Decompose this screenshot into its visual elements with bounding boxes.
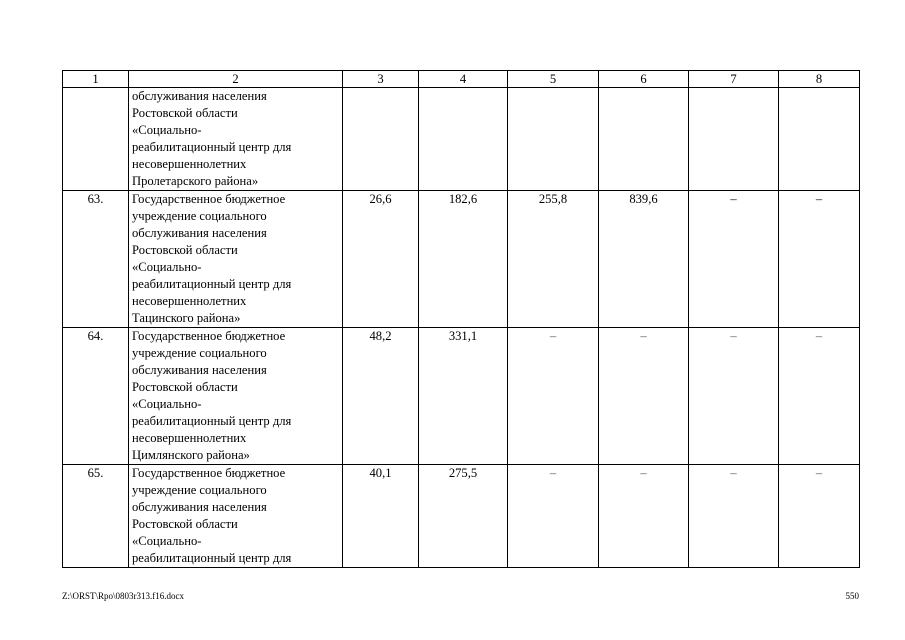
name-line: Пролетарского района»: [132, 174, 259, 188]
name-line: Государственное бюджетное: [132, 329, 286, 343]
name-line: Ростовской области: [132, 380, 238, 394]
name-line: обслуживания населения: [132, 89, 267, 103]
name-line: реабилитационный центр для: [132, 414, 292, 428]
header-col-2: 2: [129, 71, 343, 88]
row-number: [63, 88, 129, 191]
value-col-4: 331,1: [419, 328, 508, 465]
name-line: Тацинского района»: [132, 311, 241, 325]
table-row: [63, 465, 860, 568]
institution-name: [129, 465, 343, 568]
name-line: Цимлянского района»: [132, 448, 250, 462]
institution-name: [129, 88, 343, 191]
table-header-row: [63, 71, 860, 88]
name-line: «Социально-: [132, 534, 202, 548]
name-line: обслуживания населения: [132, 226, 267, 240]
value-col-7: [689, 88, 779, 191]
name-line: несовершеннолетних: [132, 294, 247, 308]
name-line: Государственное бюджетное: [132, 466, 286, 480]
value-col-5: [508, 88, 599, 191]
value-col-3: 26,6: [343, 191, 419, 328]
name-line: «Социально-: [132, 123, 202, 137]
table-row: [63, 191, 860, 328]
value-col-8: –: [779, 328, 860, 465]
name-line: несовершеннолетних: [132, 157, 247, 171]
name-line: Ростовской области: [132, 243, 238, 257]
institution-name: [129, 328, 343, 465]
value-col-4: 275,5: [419, 465, 508, 568]
row-number: 63.: [63, 191, 129, 328]
value-col-6: –: [599, 465, 689, 568]
name-line: учреждение социального: [132, 209, 267, 223]
value-col-8: –: [779, 465, 860, 568]
value-col-7: –: [689, 465, 779, 568]
footer-file-path: Z:\ORST\Rpo\0803r313.f16.docx: [62, 591, 184, 601]
name-line: «Социально-: [132, 397, 202, 411]
value-col-8: –: [779, 191, 860, 328]
name-line: реабилитационный центр для: [132, 140, 292, 154]
value-col-8: [779, 88, 860, 191]
name-line: Ростовской области: [132, 517, 238, 531]
value-col-7: –: [689, 191, 779, 328]
table-row: [63, 328, 860, 465]
name-line: несовершеннолетних: [132, 431, 247, 445]
name-line: обслуживания населения: [132, 500, 267, 514]
value-col-5: –: [508, 465, 599, 568]
header-col-3: 3: [343, 71, 419, 88]
header-col-4: 4: [419, 71, 508, 88]
value-col-5: 255,8: [508, 191, 599, 328]
name-line: Государственное бюджетное: [132, 192, 286, 206]
value-col-3: 48,2: [343, 328, 419, 465]
value-col-4: [419, 88, 508, 191]
value-col-6: [599, 88, 689, 191]
value-col-3: 40,1: [343, 465, 419, 568]
institution-name: [129, 191, 343, 328]
value-col-3: [343, 88, 419, 191]
name-line: «Социально-: [132, 260, 202, 274]
name-line: обслуживания населения: [132, 363, 267, 377]
value-col-7: –: [689, 328, 779, 465]
table-row: [63, 88, 860, 191]
name-line: учреждение социального: [132, 483, 267, 497]
name-line: реабилитационный центр для: [132, 551, 292, 565]
value-col-6: –: [599, 328, 689, 465]
budget-table: [62, 70, 860, 568]
header-col-6: 6: [599, 71, 689, 88]
value-col-4: 182,6: [419, 191, 508, 328]
name-line: учреждение социального: [132, 346, 267, 360]
name-line: Ростовской области: [132, 106, 238, 120]
header-col-8: 8: [779, 71, 860, 88]
header-col-5: 5: [508, 71, 599, 88]
header-col-1: 1: [63, 71, 129, 88]
footer-page-number: 550: [845, 591, 859, 601]
value-col-5: –: [508, 328, 599, 465]
header-col-7: 7: [689, 71, 779, 88]
value-col-6: 839,6: [599, 191, 689, 328]
name-line: реабилитационный центр для: [132, 277, 292, 291]
row-number: 64.: [63, 328, 129, 465]
row-number: 65.: [63, 465, 129, 568]
